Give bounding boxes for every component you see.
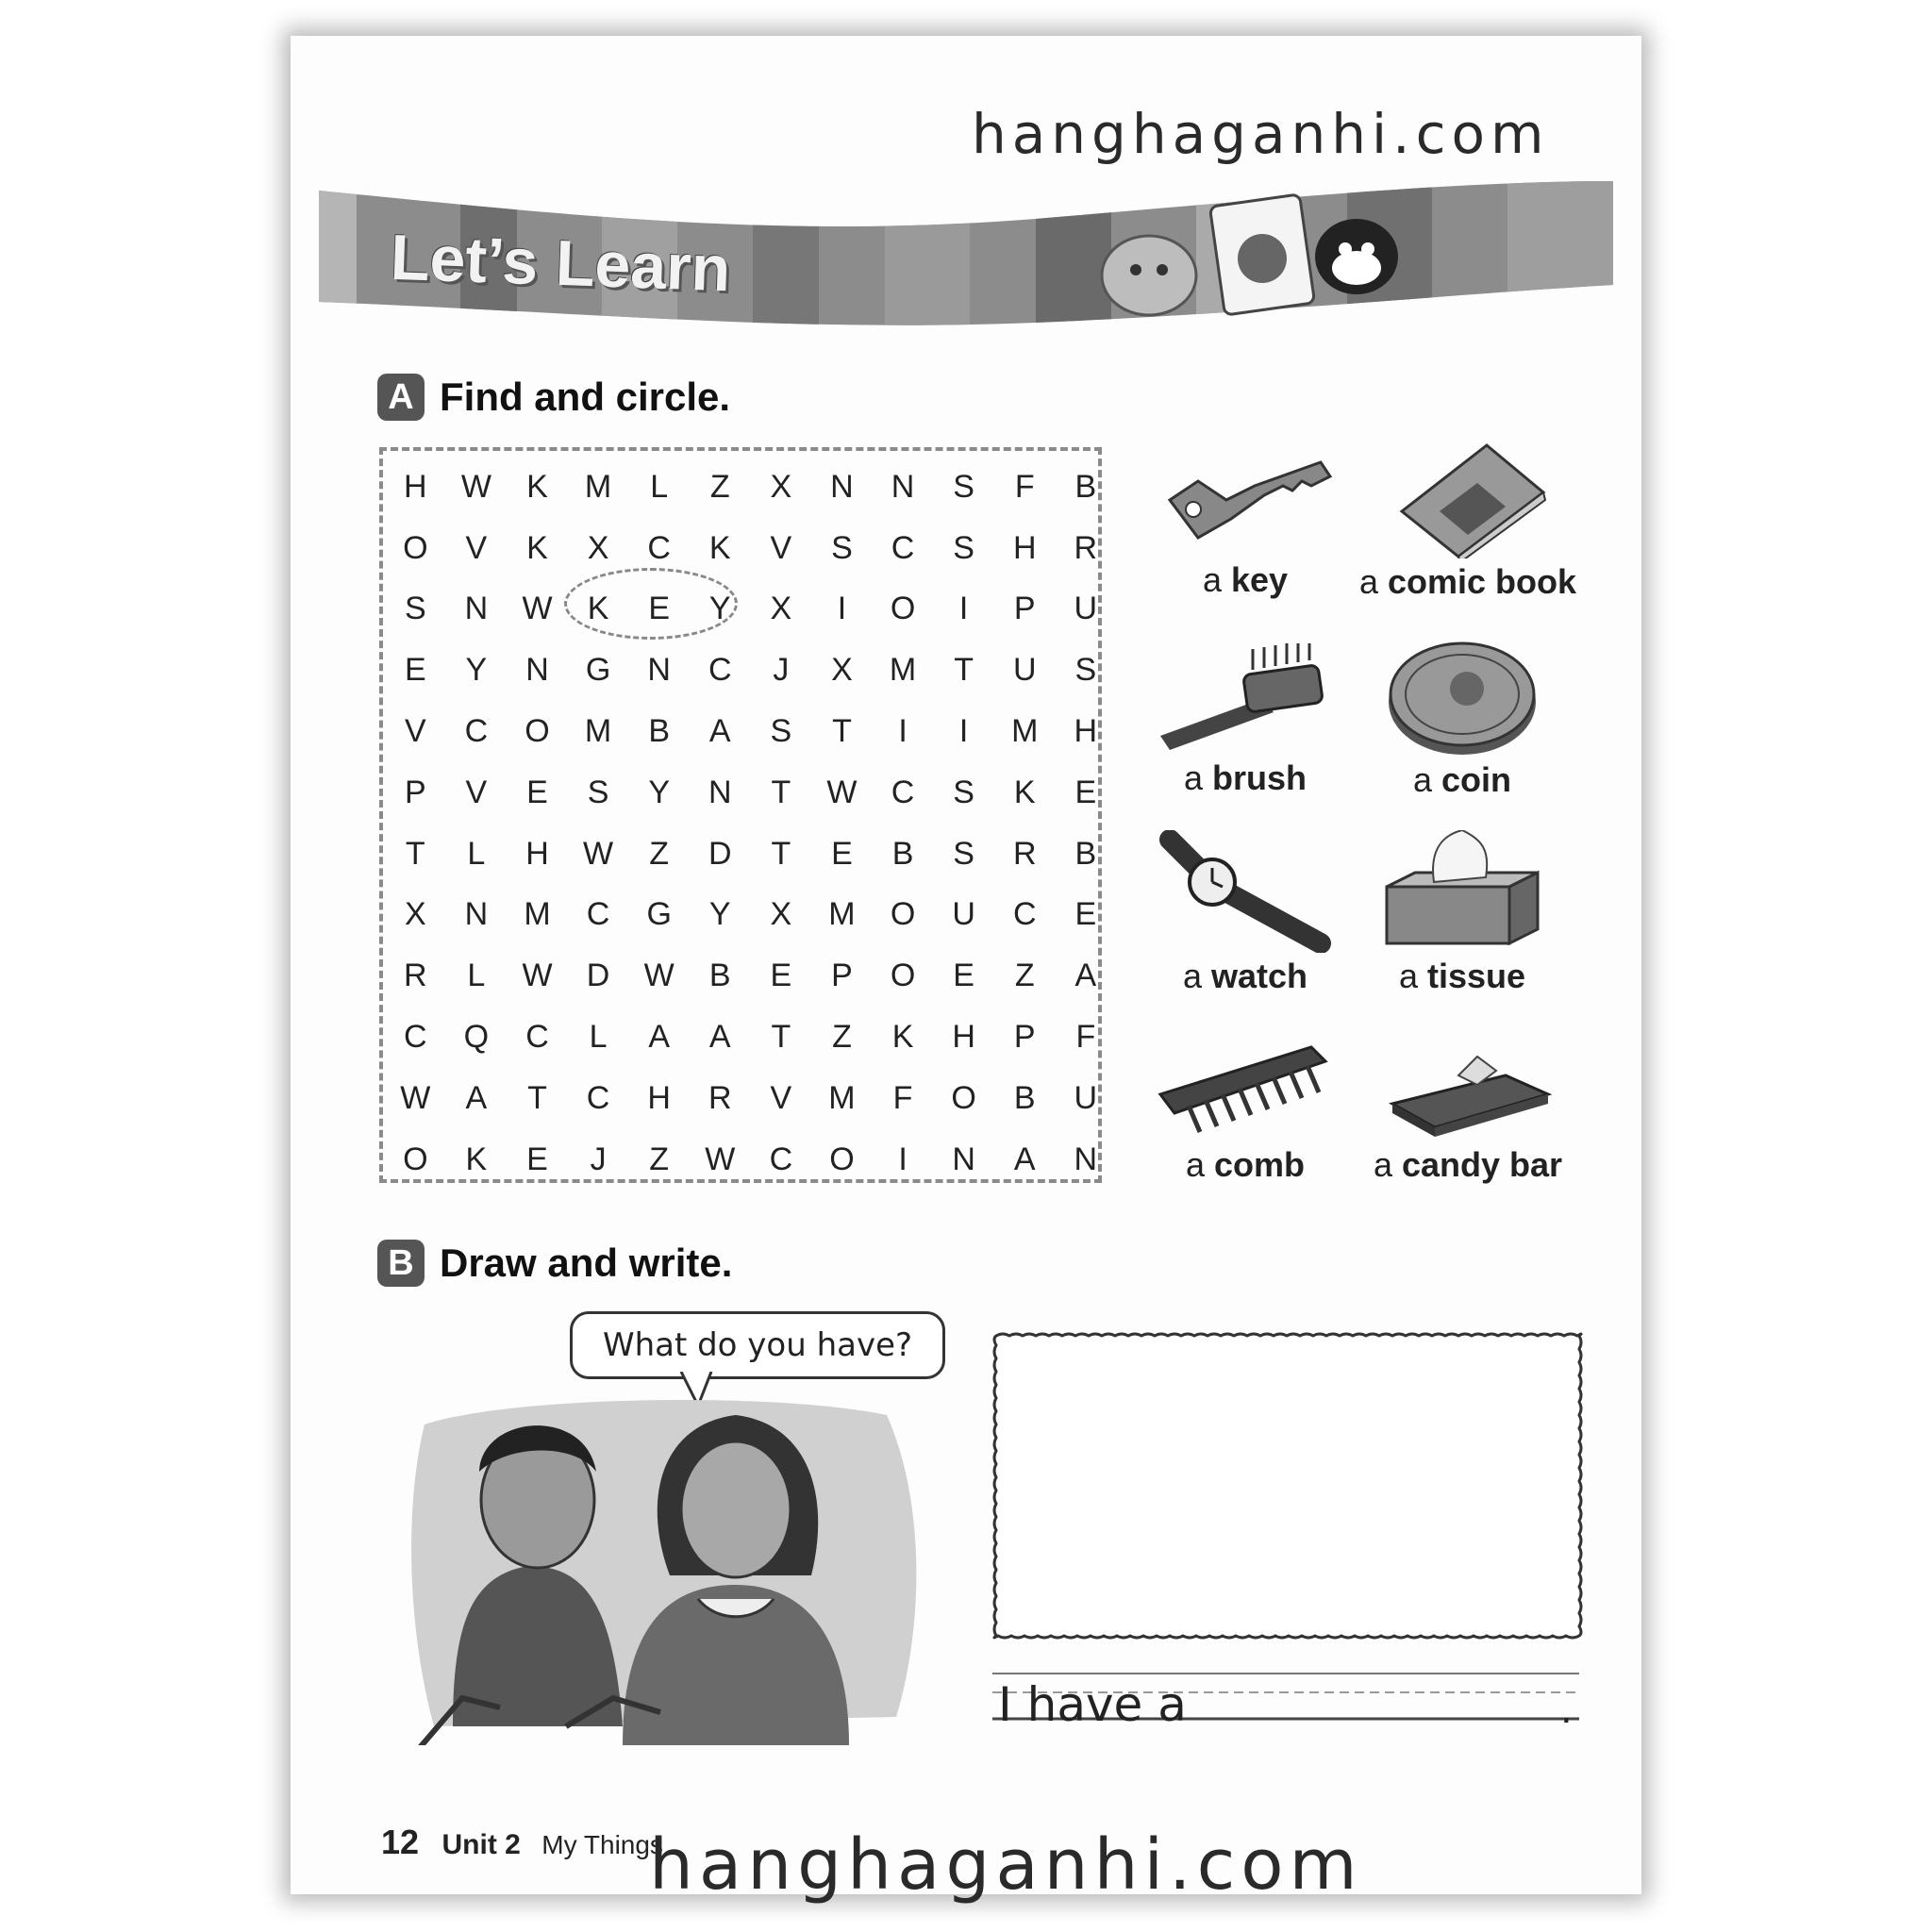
brush-icon [1151, 641, 1340, 755]
grid-letter[interactable]: O [403, 1141, 428, 1177]
section-a-instruction: Find and circle. [440, 375, 731, 419]
item-key: a key [1141, 443, 1349, 600]
grid-letter[interactable]: T [771, 835, 791, 872]
comic-book-icon [1383, 436, 1553, 558]
grid-letter[interactable]: V [404, 713, 426, 750]
item-comic-book: a comic book [1345, 436, 1591, 602]
grid-letter[interactable]: I [958, 713, 969, 750]
grid-letter[interactable]: X [587, 529, 609, 566]
grid-letter[interactable]: F [892, 1079, 913, 1116]
item-coin: a coin [1358, 634, 1566, 800]
item-label-comb: comb [1214, 1145, 1306, 1184]
grid-letter[interactable]: T [832, 713, 852, 750]
grid-letter[interactable]: L [589, 1019, 608, 1056]
grid-letter[interactable]: E [648, 591, 671, 627]
example-circle-key [564, 568, 738, 640]
grid-letter[interactable]: Y [648, 774, 671, 810]
grid-letter[interactable]: K [1013, 774, 1036, 810]
grid-letter[interactable]: S [953, 529, 974, 566]
grid-letter[interactable]: L [650, 468, 669, 505]
grid-letter[interactable]: C [1012, 896, 1037, 933]
item-brush: a brush [1141, 641, 1349, 798]
grid-letter[interactable]: S [953, 835, 974, 872]
grid-letter[interactable]: K [587, 591, 609, 627]
grid-letter[interactable]: E [1074, 774, 1097, 810]
grid-letter[interactable]: J [773, 652, 790, 689]
grid-letter[interactable]: H [525, 835, 549, 872]
grid-letter[interactable]: D [708, 835, 732, 872]
grid-letter[interactable]: X [770, 896, 792, 933]
grid-letter[interactable]: Y [708, 896, 731, 933]
grid-letter[interactable]: Z [832, 1019, 852, 1056]
grid-letter[interactable]: M [584, 468, 612, 505]
grid-letter[interactable]: S [587, 774, 609, 810]
grid-letter[interactable]: N [647, 652, 671, 689]
grid-letter[interactable]: E [770, 958, 792, 994]
section-a-badge: A [377, 374, 425, 421]
drawing-box[interactable] [991, 1330, 1585, 1641]
grid-letter[interactable]: A [708, 713, 731, 750]
grid-letter[interactable]: M [889, 652, 917, 689]
grid-letter[interactable]: N [830, 468, 854, 505]
grid-letter[interactable]: U [1074, 1079, 1098, 1116]
grid-letter[interactable]: L [467, 835, 486, 872]
watermark-top: hanghaganhi.com [972, 102, 1550, 166]
grid-letter[interactable]: H [647, 1079, 671, 1116]
grid-letter[interactable]: B [1013, 1079, 1036, 1116]
grid-letter[interactable]: W [400, 1079, 431, 1116]
grid-letter[interactable]: C [769, 1141, 793, 1177]
grid-letter[interactable]: C [891, 774, 915, 810]
grid-letter[interactable]: Z [1014, 958, 1035, 994]
item-label-candy-bar: candy bar [1401, 1145, 1563, 1184]
item-tissue: a tissue [1358, 830, 1566, 996]
grid-letter[interactable]: M [584, 713, 612, 750]
grid-letter[interactable]: O [890, 591, 916, 627]
grid-letter[interactable]: W [460, 468, 491, 505]
grid-letter[interactable]: N [708, 774, 732, 810]
grid-letter[interactable]: T [771, 1019, 791, 1056]
grid-letter[interactable]: A [1074, 958, 1097, 994]
page-number: 12 [381, 1823, 420, 1861]
tissue-box-icon [1377, 830, 1547, 953]
grid-letter[interactable]: C [586, 896, 610, 933]
grid-letter[interactable]: I [898, 1141, 908, 1177]
word-search-grid[interactable] [385, 457, 1116, 1191]
grid-letter[interactable]: K [526, 529, 548, 566]
grid-letter[interactable]: M [828, 1079, 856, 1116]
grid-letter[interactable]: W [643, 958, 675, 994]
grid-letter[interactable]: W [522, 591, 553, 627]
grid-letter[interactable]: T [527, 1079, 547, 1116]
item-label-comic-book: comic book [1388, 562, 1577, 601]
grid-letter[interactable]: Y [708, 591, 731, 627]
grid-letter[interactable]: U [1074, 591, 1098, 627]
grid-letter[interactable]: Q [463, 1019, 490, 1056]
grid-letter[interactable]: O [525, 713, 550, 750]
key-icon [1151, 443, 1340, 557]
grid-letter[interactable]: C [525, 1019, 549, 1056]
grid-letter[interactable]: P [1013, 1019, 1036, 1056]
item-candy-bar: a candy bar [1345, 1047, 1591, 1185]
grid-letter[interactable]: R [1074, 529, 1098, 566]
grid-letter[interactable]: K [465, 1141, 488, 1177]
candy-bar-icon [1383, 1047, 1553, 1141]
sentence-end: . [1560, 1689, 1573, 1732]
grid-letter[interactable]: W [583, 835, 614, 872]
grid-letter[interactable]: J [590, 1141, 607, 1177]
grid-letter[interactable]: N [464, 591, 489, 627]
grid-letter[interactable]: P [831, 958, 853, 994]
grid-letter[interactable]: H [952, 1019, 975, 1056]
grid-letter[interactable]: I [898, 713, 908, 750]
grid-letter[interactable]: I [958, 591, 969, 627]
grid-letter[interactable]: K [708, 529, 731, 566]
grid-letter[interactable]: K [891, 1019, 914, 1056]
sentence-start: I have a [998, 1677, 1187, 1732]
grid-letter[interactable]: C [464, 713, 489, 750]
answer-blank[interactable] [1226, 1681, 1547, 1726]
grid-letter[interactable]: Y [465, 652, 488, 689]
grid-letter[interactable]: Z [649, 1141, 670, 1177]
grid-letter[interactable]: C [647, 529, 671, 566]
grid-letter[interactable]: W [826, 774, 858, 810]
grid-letter[interactable]: C [891, 529, 915, 566]
grid-letter[interactable]: S [953, 774, 974, 810]
grid-letter[interactable]: M [828, 896, 856, 933]
grid-letter[interactable]: V [465, 529, 488, 566]
grid-letter[interactable]: F [1014, 468, 1035, 505]
item-label-brush: brush [1212, 758, 1307, 797]
grid-letter[interactable]: I [837, 591, 847, 627]
grid-letter[interactable]: K [526, 468, 548, 505]
grid-letter[interactable]: S [831, 529, 853, 566]
section-a-heading [377, 374, 730, 421]
grid-letter[interactable]: E [404, 652, 426, 689]
grid-letter[interactable]: M [1011, 713, 1039, 750]
grid-letter[interactable]: W [522, 958, 553, 994]
grid-letter[interactable]: L [467, 958, 486, 994]
grid-letter[interactable]: D [586, 958, 610, 994]
banner-title: Let’s Learn [389, 221, 732, 306]
grid-letter[interactable]: N [952, 1141, 975, 1177]
grid-letter[interactable]: U [952, 896, 975, 933]
coin-icon [1377, 634, 1547, 757]
grid-letter[interactable]: F [1075, 1019, 1096, 1056]
grid-letter[interactable]: T [771, 774, 791, 810]
watch-icon [1151, 830, 1340, 953]
grid-letter[interactable]: N [464, 896, 489, 933]
grid-letter[interactable]: S [1074, 652, 1097, 689]
item-label-coin: coin [1441, 760, 1512, 799]
grid-letter[interactable]: N [1074, 1141, 1098, 1177]
grid-letter[interactable]: O [403, 529, 428, 566]
grid-letter[interactable]: R [708, 1079, 732, 1116]
grid-letter[interactable]: E [526, 774, 548, 810]
grid-letter[interactable]: H [1012, 529, 1037, 566]
children-illustration [396, 1387, 924, 1745]
grid-letter[interactable]: B [891, 835, 914, 872]
watermark-bottom: hanghaganhi.com [649, 1824, 1363, 1906]
grid-letter[interactable]: P [404, 774, 426, 810]
grid-letter[interactable]: R [1012, 835, 1037, 872]
grid-letter[interactable]: S [953, 468, 974, 505]
unit-label: Unit 2 [441, 1829, 521, 1860]
grid-letter[interactable]: X [770, 468, 792, 505]
grid-letter[interactable]: P [1013, 591, 1036, 627]
grid-letter[interactable]: O [829, 1141, 855, 1177]
section-b-badge: B [377, 1240, 425, 1287]
grid-letter[interactable]: B [1074, 468, 1097, 505]
grid-letter[interactable]: B [648, 713, 671, 750]
grid-letter[interactable]: M [524, 896, 551, 933]
grid-letter[interactable]: N [525, 652, 549, 689]
item-label-key: key [1230, 560, 1289, 599]
grid-letter[interactable]: R [404, 958, 427, 994]
grid-letter[interactable]: T [405, 835, 425, 872]
grid-letter[interactable]: U [1012, 652, 1037, 689]
speech-bubble: What do you have? [570, 1311, 945, 1379]
grid-letter[interactable]: S [770, 713, 792, 750]
grid-letter[interactable]: H [404, 468, 427, 505]
unit-title: My Things [541, 1830, 663, 1859]
grid-letter[interactable]: X [831, 652, 853, 689]
grid-letter[interactable]: C [586, 1079, 610, 1116]
grid-letter[interactable]: Z [649, 835, 670, 872]
page-footer [381, 1823, 663, 1862]
grid-letter[interactable]: Z [709, 468, 730, 505]
grid-letter[interactable]: A [465, 1079, 488, 1116]
grid-letter[interactable]: C [708, 652, 732, 689]
grid-letter[interactable]: E [526, 1141, 548, 1177]
grid-letter[interactable]: S [404, 591, 426, 627]
grid-letter[interactable]: N [891, 468, 915, 505]
grid-letter[interactable]: T [954, 652, 974, 689]
grid-letter[interactable]: C [404, 1019, 427, 1056]
grid-letter[interactable]: W [705, 1141, 736, 1177]
item-label-watch: watch [1211, 957, 1308, 995]
grid-letter[interactable]: V [770, 1079, 792, 1116]
grid-letter[interactable]: B [1074, 835, 1097, 872]
grid-letter[interactable]: E [1074, 896, 1097, 933]
grid-letter[interactable]: O [951, 1079, 976, 1116]
grid-letter[interactable]: H [1074, 713, 1098, 750]
comb-icon [1151, 1038, 1340, 1141]
grid-letter[interactable]: B [708, 958, 731, 994]
grid-letter[interactable]: E [953, 958, 974, 994]
grid-letter[interactable]: E [831, 835, 853, 872]
grid-letter[interactable]: X [404, 896, 426, 933]
grid-letter[interactable]: O [890, 958, 916, 994]
section-b-instruction: Draw and write. [440, 1241, 733, 1285]
grid-letter[interactable]: O [890, 896, 916, 933]
grid-letter[interactable]: G [646, 896, 672, 933]
grid-letter[interactable]: A [648, 1019, 671, 1056]
grid-letter[interactable]: V [465, 774, 488, 810]
grid-letter[interactable]: A [708, 1019, 731, 1056]
grid-letter[interactable]: V [770, 529, 792, 566]
grid-letter[interactable]: G [585, 652, 611, 689]
item-watch: a watch [1141, 830, 1349, 996]
grid-letter[interactable]: X [770, 591, 792, 627]
item-label-tissue: tissue [1427, 957, 1526, 995]
grid-letter[interactable]: A [1013, 1141, 1036, 1177]
item-comb: a comb [1141, 1038, 1349, 1185]
section-b-heading [377, 1240, 732, 1287]
